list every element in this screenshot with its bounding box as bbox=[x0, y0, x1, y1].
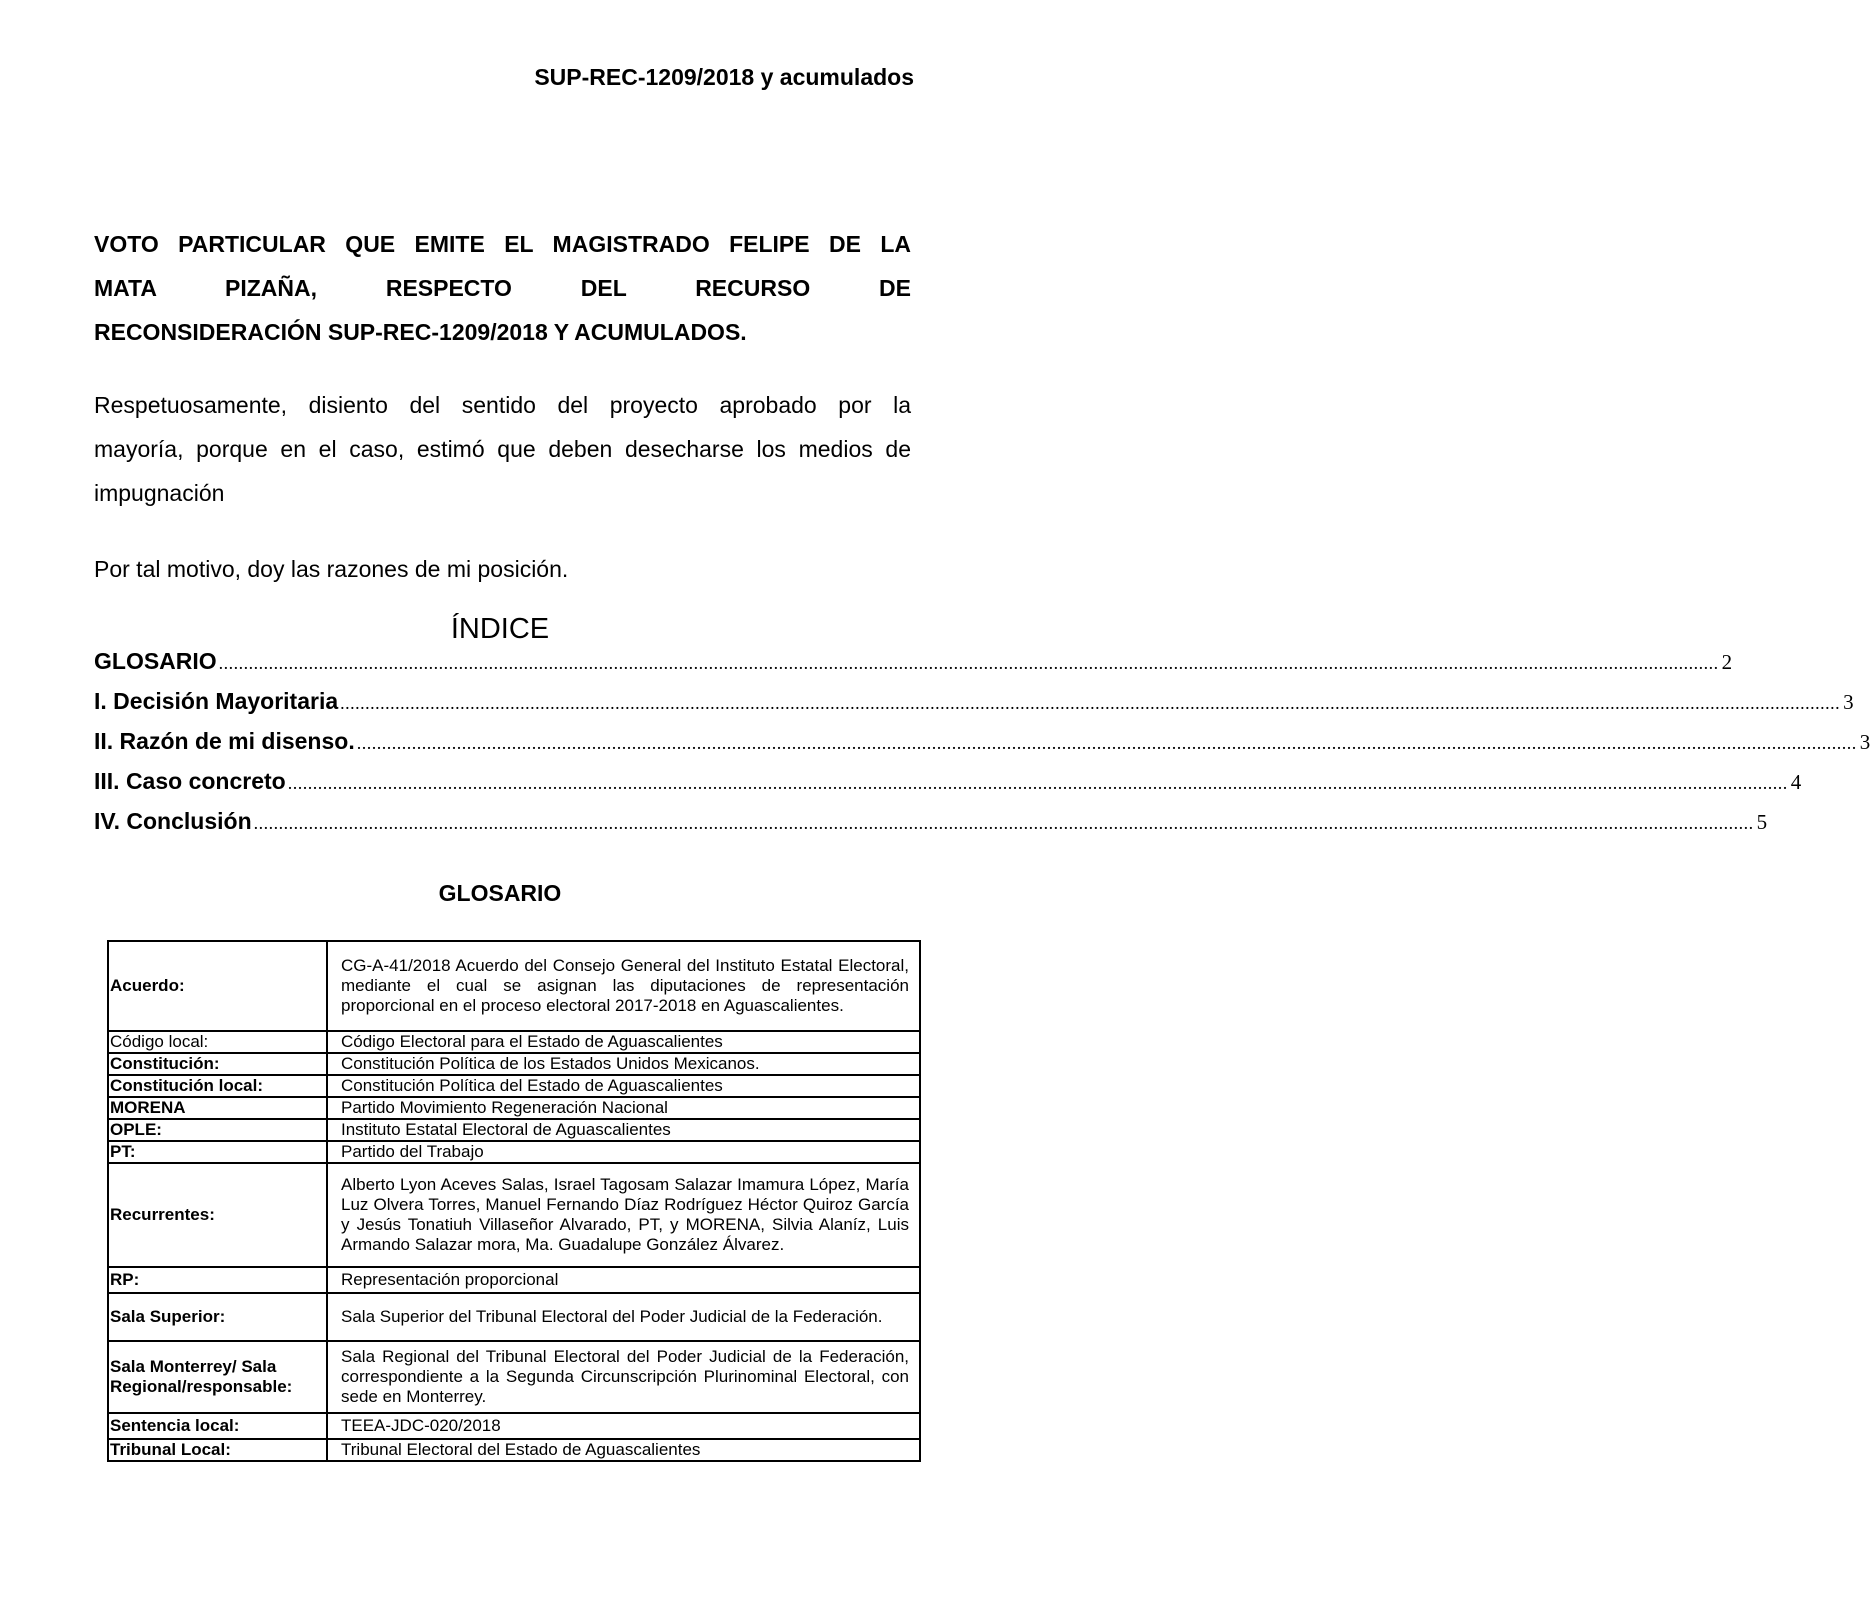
glossary-definition: Partido Movimiento Regeneración Nacional bbox=[327, 1097, 920, 1119]
glossary-definition: Constitución Política de los Estados Unidos Mexicanos. bbox=[327, 1053, 920, 1075]
title-line-3: RECONSIDERACIÓN SUP-REC-1209/2018 Y ACUMULADOS. bbox=[94, 319, 747, 345]
glossary-row bbox=[108, 1293, 920, 1341]
glossary-definition: Partido del Trabajo bbox=[327, 1141, 920, 1163]
paragraph-line: mayoría, porque en el caso, estimó que deben desecharse los medios de bbox=[94, 436, 911, 462]
glossary-row bbox=[108, 1097, 920, 1119]
toc-dot-leader: ............................................................................................................................................................................................................................................................................................................ bbox=[340, 693, 1841, 713]
glossary-definition: Sala Regional del Tribunal Electoral del Poder Judicial de la Federación, correspondiente a la Segunda Circunscripción Plurinominal Electoral, con sede en Monterrey. bbox=[327, 1341, 920, 1413]
toc-entry-page: 3 bbox=[1843, 690, 1854, 714]
reason-paragraph: Por tal motivo, doy las razones de mi posición. bbox=[94, 556, 569, 582]
title-line-1: VOTO PARTICULAR QUE EMITE EL MAGISTRADO FELIPE DE LA bbox=[94, 231, 911, 257]
glossary-heading: GLOSARIO bbox=[438, 880, 562, 906]
toc-entry-label: I. Decisión Mayoritaria bbox=[94, 688, 339, 714]
title-line-2: MATA PIZAÑA, RESPECTO DEL RECURSO DE bbox=[94, 275, 911, 301]
document-title bbox=[94, 222, 911, 354]
toc-entry[interactable] bbox=[94, 768, 1802, 808]
glossary-row bbox=[108, 1439, 920, 1461]
toc-entry-page: 2 bbox=[1721, 650, 1733, 674]
index-heading: ÍNDICE bbox=[450, 613, 550, 645]
glossary-term: MORENA bbox=[108, 1097, 327, 1119]
table-of-contents bbox=[94, 648, 1870, 848]
toc-entry-page: 3 bbox=[1859, 730, 1870, 754]
glossary-term: Sala Superior: bbox=[108, 1293, 327, 1341]
toc-entry-label: III. Caso concreto bbox=[94, 768, 286, 794]
toc-entry-label: IV. Conclusión bbox=[94, 808, 252, 834]
glossary-row bbox=[108, 1031, 920, 1053]
glossary-definition: Sala Superior del Tribunal Electoral del Poder Judicial de la Federación. bbox=[327, 1293, 920, 1341]
paragraph-line: impugnación bbox=[94, 480, 225, 506]
case-reference: SUP-REC-1209/2018 y acumulados bbox=[534, 64, 914, 90]
toc-entry-label: II. Razón de mi disenso. bbox=[94, 728, 355, 754]
toc-dot-leader: ............................................................................................................................................................................................................................................................................................................ bbox=[287, 773, 1788, 793]
toc-entry[interactable] bbox=[94, 728, 1870, 768]
glossary-row bbox=[108, 1413, 920, 1439]
toc-entry[interactable] bbox=[94, 808, 1768, 848]
glossary-term: Acuerdo: bbox=[108, 941, 327, 1031]
glossary-row bbox=[108, 1075, 920, 1097]
glossary-row bbox=[108, 1163, 920, 1267]
glossary-row bbox=[108, 1267, 920, 1293]
glossary-term: PT: bbox=[108, 1141, 327, 1163]
glossary-definition: CG-A-41/2018 Acuerdo del Consejo General del Instituto Estatal Electoral, mediante el cual se asignan las diputaciones de representación proporcional en el proceso electoral 2017-2018 en Aguascalientes. bbox=[327, 941, 920, 1031]
glossary-term: Constitución local: bbox=[108, 1075, 327, 1097]
opening-paragraph bbox=[94, 383, 911, 515]
glossary-term: Código local: bbox=[108, 1031, 327, 1053]
glossary-table bbox=[107, 940, 921, 1462]
glossary-definition: Constitución Política del Estado de Aguascalientes bbox=[327, 1075, 920, 1097]
glossary-term: Constitución: bbox=[108, 1053, 327, 1075]
glossary-term: Sentencia local: bbox=[108, 1413, 327, 1439]
glossary-row bbox=[108, 1119, 920, 1141]
toc-dot-leader: ............................................................................................................................................................................................................................................................................................................ bbox=[356, 733, 1857, 753]
glossary-term: Tribunal Local: bbox=[108, 1439, 327, 1461]
glossary-term: RP: bbox=[108, 1267, 327, 1293]
glossary-definition: Instituto Estatal Electoral de Aguascalientes bbox=[327, 1119, 920, 1141]
glossary-term: Sala Monterrey/ Sala Regional/responsable: bbox=[108, 1341, 327, 1413]
toc-entry-page: 4 bbox=[1790, 770, 1802, 794]
glossary-row bbox=[108, 1341, 920, 1413]
glossary-term: OPLE: bbox=[108, 1119, 327, 1141]
glossary-definition: Representación proporcional bbox=[327, 1267, 920, 1293]
toc-entry-label: GLOSARIO bbox=[94, 648, 217, 674]
paragraph-line: Respetuosamente, disiento del sentido del proyecto aprobado por la bbox=[94, 392, 911, 418]
glossary-term: Recurrentes: bbox=[108, 1163, 327, 1267]
toc-entry[interactable] bbox=[94, 648, 1733, 688]
glossary-definition: TEEA-JDC-020/2018 bbox=[327, 1413, 920, 1439]
toc-dot-leader: ............................................................................................................................................................................................................................................................................................................ bbox=[218, 653, 1719, 673]
glossary-row bbox=[108, 1141, 920, 1163]
glossary-definition: Tribunal Electoral del Estado de Aguascalientes bbox=[327, 1439, 920, 1461]
toc-entry-page: 5 bbox=[1756, 810, 1768, 834]
glossary-row bbox=[108, 941, 920, 1031]
toc-dot-leader: ............................................................................................................................................................................................................................................................................................................ bbox=[253, 813, 1754, 833]
glossary-definition: Alberto Lyon Aceves Salas, Israel Tagosam Salazar Imamura López, María Luz Olvera Torres, Manuel Fernando Díaz Rodríguez Héctor Quiroz García y Jesús Tonatiuh Villaseñor Alvarado, PT, y MORENA, Silvia Alaníz, Luis Armando Salazar mora, Ma. Guadalupe González Álvarez. bbox=[327, 1163, 920, 1267]
glossary-row bbox=[108, 1053, 920, 1075]
toc-entry[interactable] bbox=[94, 688, 1854, 728]
glossary-definition: Código Electoral para el Estado de Aguascalientes bbox=[327, 1031, 920, 1053]
